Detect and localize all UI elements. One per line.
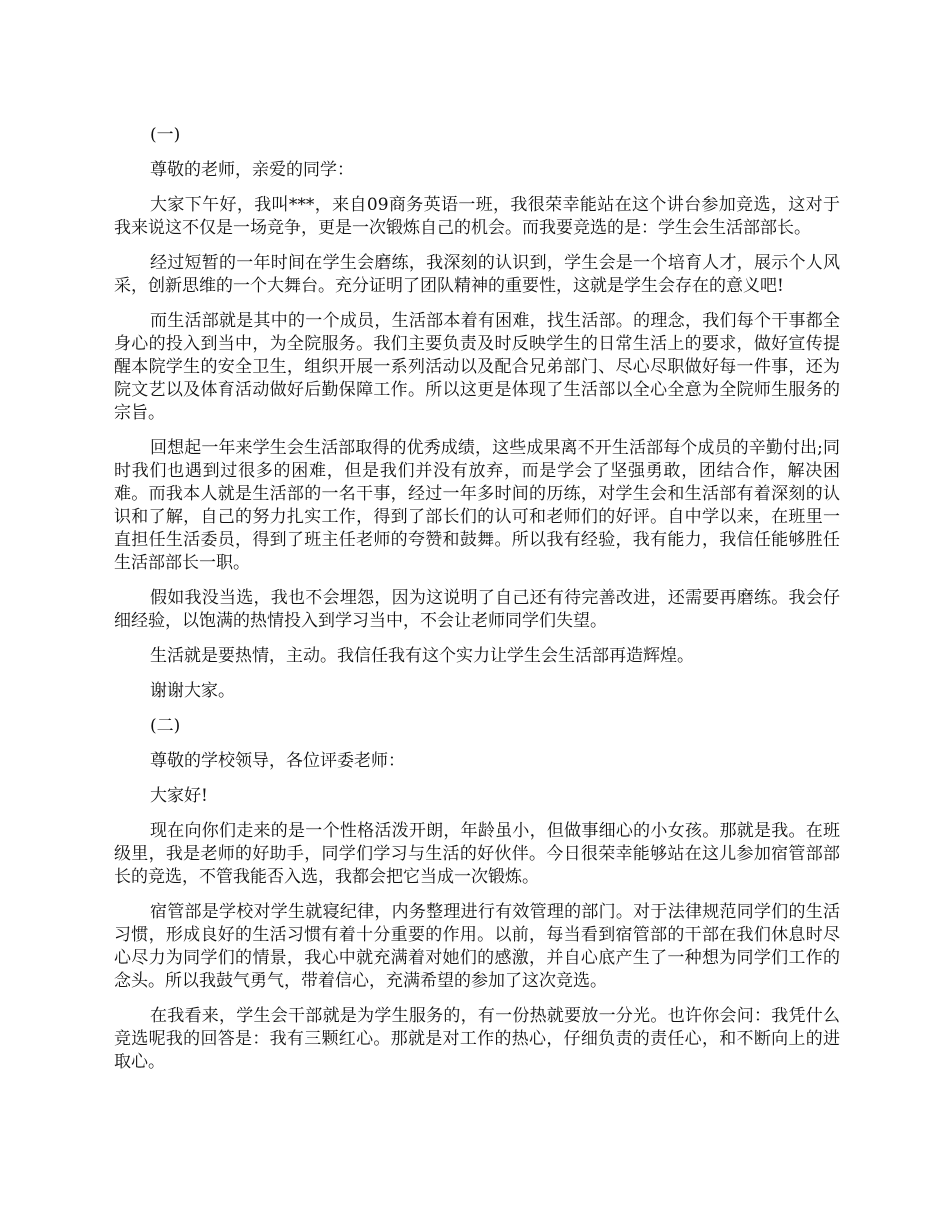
salutation-2: 尊敬的学校领导，各位评委老师： <box>150 751 405 771</box>
paragraph-6: 生活就是要热情，主动。我信任我有这个实力让学生会生活部再造辉煌。 <box>150 646 694 666</box>
closing-1: 谢谢大家。 <box>150 681 235 701</box>
paragraph-5: 假如我没当选，我也不会埋怨，因为这说明了自己还有待完善改进，还需要再磨练。我会仔细经验，以饱满的热情投入到学习当中，不会让老师同学们失望。 <box>114 588 840 631</box>
paragraph-3: 而生活部就是其中的一个成员，生活部本着有困难，找生活部。的理念，我们每个干事都全身心的投入到当中，为全院服务。我们主要负责及时反映学生的日常生活上的要求，做好宣传提醒本院学生的安全卫生，组织开展一系列活动以及配合兄弟部门、尽心尽职做好每一件事，还为院文艺以及体育活动做好后勤保障工作。所以这更是体现了生活部以全心全意为全院师生服务的宗旨。 <box>114 311 840 423</box>
salutation-1: 尊敬的老师，亲爱的同学： <box>150 160 354 180</box>
paragraph-1: 大家下午好，我叫***，来自09商务英语一班，我很荣幸能站在这个讲台参加竞选，这对于我来说这不仅是一场竞争，更是一次锻炼自己的机会。而我要竞选的是：学生会生活部部长。 <box>114 195 840 238</box>
paragraph-9: 在我看来，学生会干部就是为学生服务的，有一份热就要放一分光。也许你会问：我凭什么竞选呢我的回答是：我有三颗红心。那就是对工作的热心，仔细负责的责任心，和不断向上的进取心。 <box>114 1006 840 1072</box>
paragraph-4: 回想起一年来学生会生活部取得的优秀成绩，这些成果离不开生活部每个成员的辛勤付出;同时我们也遇到过很多的困难，但是我们并没有放弃，而是学会了坚强勇敢，团结合作，解决困难。而我本人就是生活部的一名干事，经过一年多时间的历练，对学生会和生活部有着深刻的认识和了解，自己的努力扎实工作，得到了部长们的认可和老师们的好评。自中学以来，在班里一直担任生活委员，得到了班主任老师的夸赞和鼓舞。所以我有经验，我有能力，我信任能够胜任生活部部长一职。 <box>114 438 840 573</box>
document-body <box>114 124 840 1086</box>
section-heading-2: (二) <box>150 716 181 736</box>
paragraph-7: 现在向你们走来的是一个性格活泼开朗，年龄虽小，但做事细心的小女孩。那就是我。在班级里，我是老师的好助手，同学们学习与生活的好伙伴。今日很荣幸能够站在这儿参加宿管部部长的竞选，不管我能否入选，我都会把它当成一次锻炼。 <box>114 821 840 887</box>
section-heading-1: (一) <box>150 125 181 145</box>
paragraph-2: 经过短暂的一年时间在学生会磨练，我深刻的认识到，学生会是一个培育人才，展示个人风采，创新思维的一个大舞台。充分证明了团队精神的重要性，这就是学生会存在的意义吧! <box>114 253 840 296</box>
paragraph-8: 宿管部是学校对学生就寝纪律，内务整理进行有效管理的部门。对于法律规范同学们的生活习惯，形成良好的生活习惯有着十分重要的作用。以前，每当看到宿管部的干部在我们休息时尽心尽力为同学们的情景，我心中就充满着对她们的感激，并自心底产生了一种想为同学们工作的念头。所以我鼓气勇气，带着信心，充满希望的参加了这次竞选。 <box>114 902 840 991</box>
greeting-2: 大家好! <box>150 786 208 806</box>
